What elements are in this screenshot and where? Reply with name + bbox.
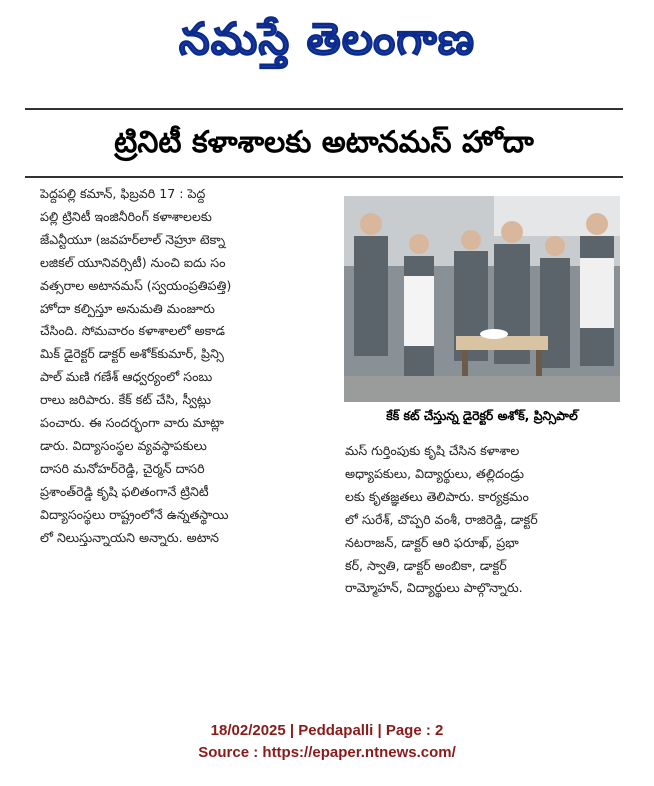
article-line: లో నిలుస్తున్నాయని అన్నారు. అటాన	[40, 529, 219, 545]
article-line: పంచారు. ఈ సందర్భంగా వారు మాట్లా	[40, 415, 224, 431]
article-line: హోదా కల్పిస్తూ అనుమతి మంజూరు	[40, 300, 215, 316]
article-line: రామ్మోహన్, విద్యార్థులు పాల్గొన్నారు.	[345, 580, 523, 596]
article-line: ప్రశాంత్‌రెడ్డి కృషి ఫలితంగానే ట్రినిటీ	[40, 483, 209, 499]
headline-bottom-rule	[25, 176, 623, 178]
article-body-right-column	[345, 440, 620, 600]
article-photo	[344, 196, 620, 402]
article-headline: ట్రినిటీ కళాశాలకు అటానమస్ హోదా	[114, 125, 534, 160]
article-line: రాలు జరిపారు. కేక్ కట్ చేసి, స్వీట్లు	[40, 392, 211, 408]
article-line: లకు కృతజ్ఞతలు తెలిపారు. కార్యక్రమం	[345, 488, 529, 504]
footer-source: Source : https://epaper.ntnews.com/	[198, 744, 456, 761]
article-line: లో సురేశ్, చొప్పరి వంశీ, రాజిరెడ్డి, డాక్టర్	[345, 511, 538, 527]
headline-top-rule	[25, 108, 623, 110]
footer-dateline: 18/02/2025 | Peddapalli | Page : 2	[210, 722, 444, 739]
article-line: లజికల్ యూనివర్సిటీ) నుంచి ఐదు సం	[40, 254, 226, 270]
article-line: మస్ గుర్తింపుకు కృషి చేసిన కళాశాల	[345, 443, 520, 458]
article-line: జేఎన్టీయూ (జవహర్‌లాల్ నెహ్రూ టెక్నా	[40, 231, 226, 247]
article-line: నటరాజన్, డాక్టర్ ఆరి ఫరూఖ్, ప్రభా	[345, 534, 519, 550]
event-photo-illustration	[344, 196, 620, 402]
article-line: చేసింది. సోమవారం కళాశాలలో అకాడ	[40, 323, 225, 339]
article-line: పల్లి ట్రినిటీ ఇంజినీరింగ్ కళాశాలలకు	[40, 208, 212, 224]
article-line: అధ్యాపకులు, విద్యార్థులు, తల్లిదండ్రు	[345, 465, 525, 481]
article-line: దాసరి మనోహర్‌రెడ్డి, చైర్మన్ దాసరి	[40, 460, 205, 476]
article-line: పెద్దపల్లి కమాన్, ఫిబ్రవరి 17 : పెద్ద	[40, 186, 206, 201]
article-line: వత్సరాల అటానమస్ (స్వయంప్రతిపత్తి)	[40, 277, 232, 293]
article-line: డారు. విద్యాసంస్థల వ్యవస్థాపకులు	[40, 437, 207, 453]
article-line: పాల్ మణి గణేశ్ ఆధ్వర్యంలో సంబు	[40, 369, 213, 385]
masthead-logo: నమస్తే తెలంగాణ	[178, 14, 476, 65]
article-body-left-column	[40, 183, 328, 550]
article-line: విద్యాసంస్థలు రాష్ట్రంలోనే ఉన్నతస్థాయి	[40, 506, 229, 522]
article-line: మిక్ డైరెక్టర్ డాక్టర్ అశోక్‌కుమార్, ప్రిన్సి	[40, 346, 224, 362]
article-line: కర్, స్వాతి, డాక్టర్ అంబికా, డాక్టర్	[345, 557, 507, 573]
photo-caption: కేక్ కట్ చేస్తున్న డైరెక్టర్ అశోక్, ప్రిన్సిపాల్	[386, 408, 578, 423]
